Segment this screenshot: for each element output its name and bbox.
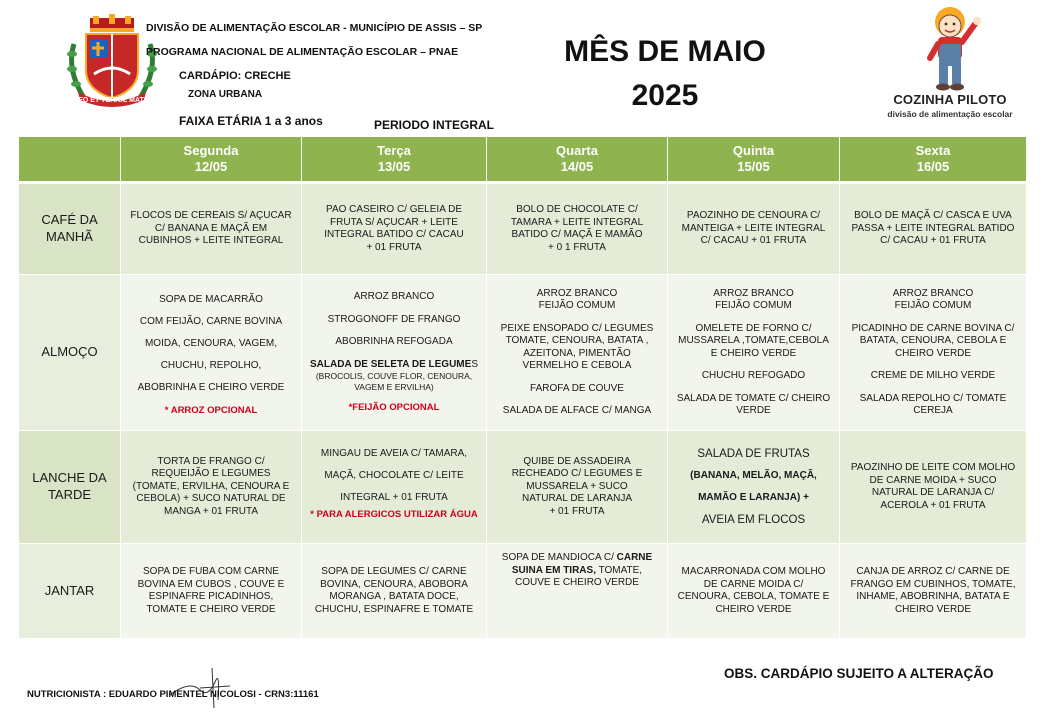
signature-mark (160, 660, 260, 710)
rice-optional-note: * ARROZ OPCIONAL (164, 404, 258, 416)
breakfast-monday: FLOCOS DE CEREAIS S/ AÇUCAR C/ BANANA E MAÇÃ EM CUBINHOS + LEITE INTEGRAL (121, 183, 302, 275)
cozinha-piloto-logo (880, 2, 1020, 124)
allergy-note: * PARA ALERGICOS UTILIZAR ÁGUA (310, 509, 478, 521)
dinner-row (19, 544, 1027, 639)
breakfast-row (19, 183, 1027, 275)
lunch-monday: SOPA DE MACARRÃO COM FEIJÃO, CARNE BOVINA MOIDA, CENOURA, VAGEM, CHUCHU, REPOLHO, ABOBRINHA E CHEIRO VERDE * ARROZ OPCIONAL (121, 275, 302, 431)
snack-thursday: SALADA DE FRUTAS (BANANA, MELÃO, MAÇÃ, MAMÃO E LARANJA) + AVEIA EM FLOCOS (668, 431, 840, 544)
chef-mascot-icon (880, 2, 1020, 94)
snack-wednesday: QUIBE DE ASSADEIRA RECHEADO C/ LEGUMES E MUSSARELA + SUCO NATURAL DE LARANJA + 01 FRUTA (487, 431, 668, 544)
day-header-monday: Segunda 12/05 (121, 137, 302, 183)
breakfast-tuesday: PAO CASEIRO C/ GELEIA DE FRUTA S/ AÇUCAR + LEITE INTEGRAL BATIDO C/ CACAU + 01 FRUTA (302, 183, 487, 275)
lunch-tuesday: ARROZ BRANCO STROGONOFF DE FRANGO ABOBRINHA REFOGADA SALADA DE SELETA DE LEGUMES (BROCOLIS, COUVE FLOR, CENOURA, VAGEM E ERVILHA) *FEIJÃO OPCIONAL (302, 275, 487, 431)
dinner-tuesday: SOPA DE LEGUMES C/ CARNE BOVINA, CENOURA, ABOBORA MORANGA , BATATA DOCE, CHUCHU, ESPINAFRE E TOMATE (302, 544, 487, 639)
month-year: 2025 (631, 79, 699, 112)
snack-friday: PAOZINHO DE LEITE COM MOLHO DE CARNE MOIDA + SUCO NATURAL DE LARANJA C/ ACEROLA + 01 FRUTA (840, 431, 1027, 544)
snack-tuesday: MINGAU DE AVEIA C/ TAMARA, MAÇÃ, CHOCOLATE C/ LEITE INTEGRAL + 01 FRUTA * PARA ALERGICOS UTILIZAR ÁGUA (302, 431, 487, 544)
zone-label: ZONA URBANA (188, 89, 263, 100)
day-header-wednesday: Quarta 14/05 (487, 137, 668, 183)
beans-optional-note: *FEIJÃO OPCIONAL (348, 401, 440, 413)
lunch-thursday: ARROZ BRANCO FEIJÃO COMUM OMELETE DE FORNO C/ MUSSARELA ,TOMATE,CEBOLA E CHEIRO VERDE CHUCHU REFOGADO SALADA DE TOMATE C/ CHEIRO VERDE (668, 275, 840, 431)
meal-label-breakfast: CAFÉ DA MANHÃ (19, 183, 121, 275)
crest-motto: DEO ET TERRÆ MATRI (73, 97, 151, 104)
day-header-tuesday: Terça 13/05 (302, 137, 487, 183)
header-corner (19, 137, 121, 183)
logo-name: COZINHA PILOTO (893, 92, 1007, 107)
lunch-friday: ARROZ BRANCO FEIJÃO COMUM PICADINHO DE CARNE BOVINA C/ BATATA, CENOURA, CEBOLA E CHEIRO VERDE CREME DE MILHO VERDE SALADA REPOLHO C/ TOMATE CEREJA (840, 275, 1027, 431)
period-label: PERIODO INTEGRAL (374, 118, 495, 132)
dinner-wednesday: SOPA DE MANDIOCA C/ CARNE SUINA EM TIRAS, TOMATE, COUVE E CHEIRO VERDE (487, 544, 668, 639)
menu-type: CARDÁPIO: CRECHE (179, 70, 291, 82)
dinner-thursday: MACARRONADA COM MOLHO DE CARNE MOIDA C/ CENOURA, CEBOLA, TOMATE E CHEIRO VERDE (668, 544, 840, 639)
meal-label-dinner: JANTAR (19, 544, 121, 639)
program-title: PROGRAMA NACIONAL DE ALIMENTAÇÃO ESCOLAR – PNAE (146, 46, 459, 58)
afternoon-snack-row (19, 431, 1027, 544)
meal-label-snack: LANCHE DA TARDE (19, 431, 121, 544)
day-header-thursday: Quinta 15/05 (668, 137, 840, 183)
table-header-row (19, 137, 1027, 183)
lunch-wednesday: ARROZ BRANCO FEIJÃO COMUM PEIXE ENSOPADO C/ LEGUMES TOMATE, CENOURA, BATATA , AZEITONA, PIMENTÃO VERMELHO E CEBOLA FAROFA DE COUVE SALADA DE ALFACE C/ MANGA (487, 275, 668, 431)
dinner-monday: SOPA DE FUBA COM CARNE BOVINA EM CUBOS , COUVE E ESPINAFRE PICADINHOS, TOMATE E CHEIRO VERDE (121, 544, 302, 639)
weekly-menu-table (18, 136, 1027, 639)
logo-subtitle: divisão de alimentação escolar (887, 109, 1013, 119)
breakfast-friday: BOLO DE MAÇÃ C/ CASCA E UVA PASSA + LEITE INTEGRAL BATIDO C/ CACAU + 01 FRUTA (840, 183, 1027, 275)
dinner-friday: CANJA DE ARROZ C/ CARNE DE FRANGO EM CUBINHOS, TOMATE, INHAME, ABOBRINHA, BATATA E CHEIRO VERDE (840, 544, 1027, 639)
nutritionist-credit: NUTRICIONISTA : EDUARDO PIMENTEL NICOLOSI - CRN3:11161 (27, 689, 319, 700)
breakfast-wednesday: BOLO DE CHOCOLATE C/ TAMARA + LEITE INTEGRAL BATIDO C/ MAÇÃ E MAMÃO + 0 1 FRUTA (487, 183, 668, 275)
month-title (560, 30, 770, 118)
breakfast-thursday: PAOZINHO DE CENOURA C/ MANTEIGA + LEITE INTEGRAL C/ CACAU + 01 FRUTA (668, 183, 840, 275)
age-range: FAIXA ETÁRIA 1 a 3 anos (179, 114, 323, 128)
menu-change-notice: OBS. CARDÁPIO SUJEITO A ALTERAÇÃO (724, 666, 994, 681)
division-title: DIVISÃO DE ALIMENTAÇÃO ESCOLAR - MUNICÍPIO DE ASSIS – SP (146, 22, 483, 34)
meal-label-lunch: ALMOÇO (19, 275, 121, 431)
snack-monday: TORTA DE FRANGO C/ REQUEIJÃO E LEGUMES (TOMATE, ERVILHA, CENOURA E CEBOLA) + SUCO NATURAL DE MANGA + 01 FRUTA (121, 431, 302, 544)
month-name: MÊS DE MAIO (564, 35, 766, 68)
lunch-row (19, 275, 1027, 431)
day-header-friday: Sexta 16/05 (840, 137, 1027, 183)
